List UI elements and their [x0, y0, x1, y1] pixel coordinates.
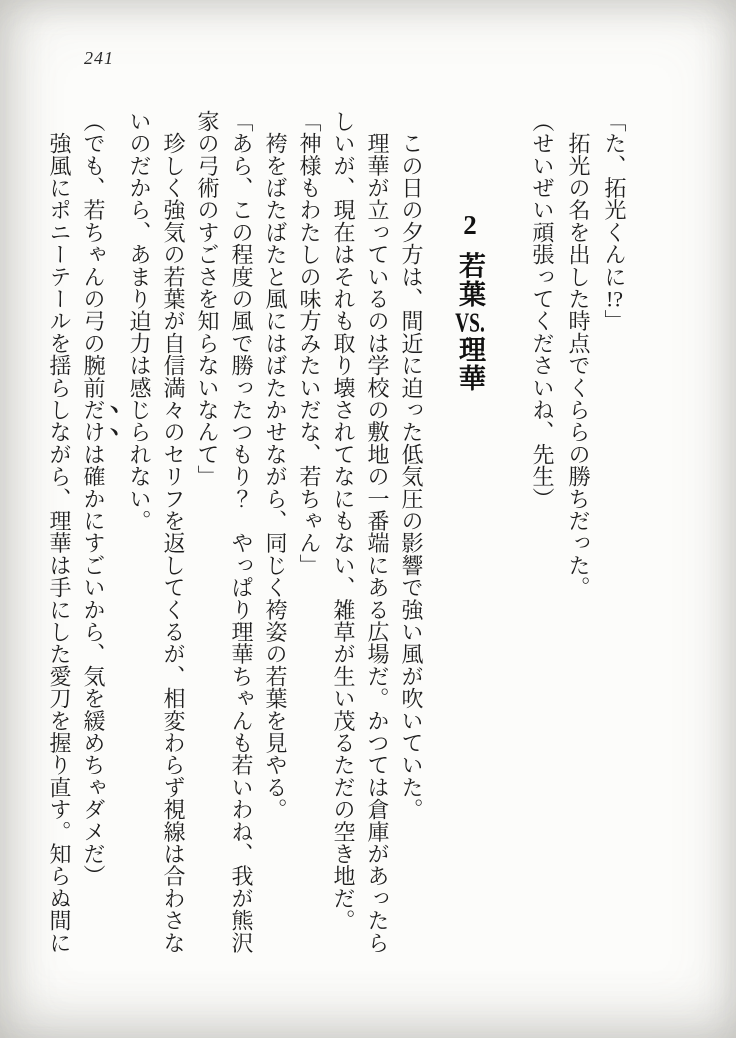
- paragraph: この日の夕方は、間近に迫った低気圧の影響で強い風が吹いていた。: [399, 110, 424, 821]
- chapter-number: 2: [455, 210, 485, 242]
- dialogue-paragraph: 「あら、この程度の風で勝ったつもり？ やっぱり理華ちゃんも若いわね、我が熊沢家の弓術のすごさを知らないなんて」: [195, 110, 254, 954]
- thought-text: （でも、若ちゃんの弓の腕前: [81, 110, 106, 399]
- inner-thought-line: （せいぜい頑張ってくださいね、先生）: [530, 110, 555, 510]
- opening-paragraphs: [524, 110, 632, 955]
- chapter-title-part2: 理華: [455, 335, 485, 393]
- chapter-title-part1: 若葉: [455, 251, 485, 309]
- vs-label: VS.: [455, 308, 485, 336]
- chapter-heading: [450, 110, 490, 955]
- narration-line: 拓光の名を出した時点でくららの勝ちだった。: [566, 110, 591, 599]
- paragraph: 袴をばたばたと風にはばたかせながら、同じく袴姿の若葉を見やる。: [263, 110, 288, 821]
- paragraph: 理華が立っているのは学校の敷地の一番端にある広場だ。かつては倉庫があったらしいが、現在はそれも取り壊されてなにもない、雑草が生い茂るただの空き地だ。: [331, 110, 390, 954]
- thought-text: は確かにすごいから、気を緩めちゃダメだ）: [81, 443, 106, 888]
- dialogue-close-quote: 」: [602, 309, 627, 332]
- emphasized-text: だけ: [81, 398, 106, 444]
- paragraph: 珍しく強気の若葉が自信満々のセリフを返してくるが、相変わらず視線は合わさないのだから、あまり迫力は感じられない。: [127, 110, 186, 954]
- page-number: 241: [84, 48, 114, 68]
- inner-thought-paragraph: [76, 110, 122, 955]
- dialogue-line: [596, 110, 632, 955]
- dialogue-paragraph: 「神様もわたしの味方みたいだな、若ちゃん」: [297, 110, 322, 577]
- paragraph: 強風にポニーテールを揺らしながら、理華は手にした愛刀を握り直す。知らぬ間に: [47, 110, 72, 954]
- interrobang-tatechuyoko: !?: [605, 287, 624, 310]
- body-paragraphs: [42, 110, 428, 955]
- dialogue-text: 「た、拓光くんに: [602, 110, 627, 288]
